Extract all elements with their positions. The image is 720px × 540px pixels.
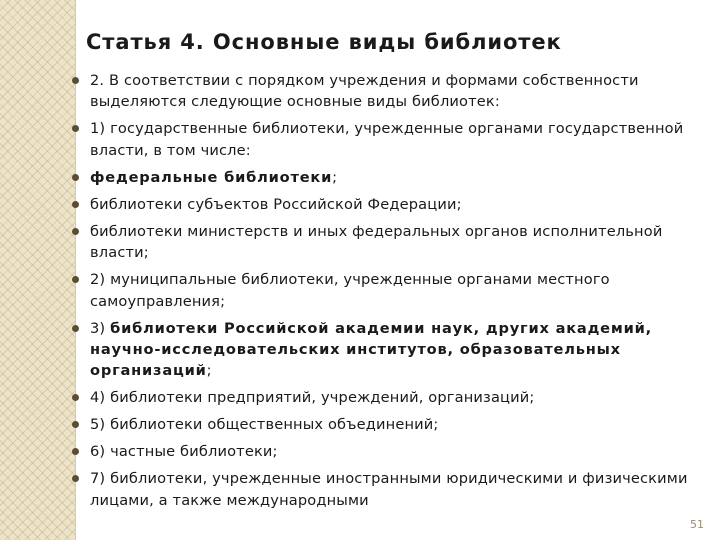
bullet-list (72, 70, 702, 517)
list-item: 3) библиотеки Российской академии наук, других академий, научно-исследовательских институтов, образовательных организаций; (72, 318, 702, 382)
list-item: 1) государственные библиотеки, учрежденные органами государственной власти, в том числе: (72, 118, 702, 161)
list-item: 7) библиотеки, учрежденные иностранными юридическими и физическими лицами, а также международными (72, 468, 702, 511)
slide-title: Статья 4. Основные виды библиотек (86, 30, 562, 54)
list-item: библиотеки министерств и иных федеральных органов исполнительной власти; (72, 221, 702, 264)
list-item: 4) библиотеки предприятий, учреждений, организаций; (72, 387, 702, 408)
list-item: 2. В соответствии с порядком учреждения и формами собственности выделяются следующие основные виды библиотек: (72, 70, 702, 113)
page-number: 51 (690, 518, 704, 531)
list-item: библиотеки субъектов Российской Федерации; (72, 194, 702, 215)
decorative-side-strip (0, 0, 76, 540)
list-item: 2) муниципальные библиотеки, учрежденные органами местного самоуправления; (72, 269, 702, 312)
list-item: 5) библиотеки общественных объединений; (72, 414, 702, 435)
list-item: федеральные библиотеки; (72, 167, 702, 188)
list-item: 6) частные библиотеки; (72, 441, 702, 462)
